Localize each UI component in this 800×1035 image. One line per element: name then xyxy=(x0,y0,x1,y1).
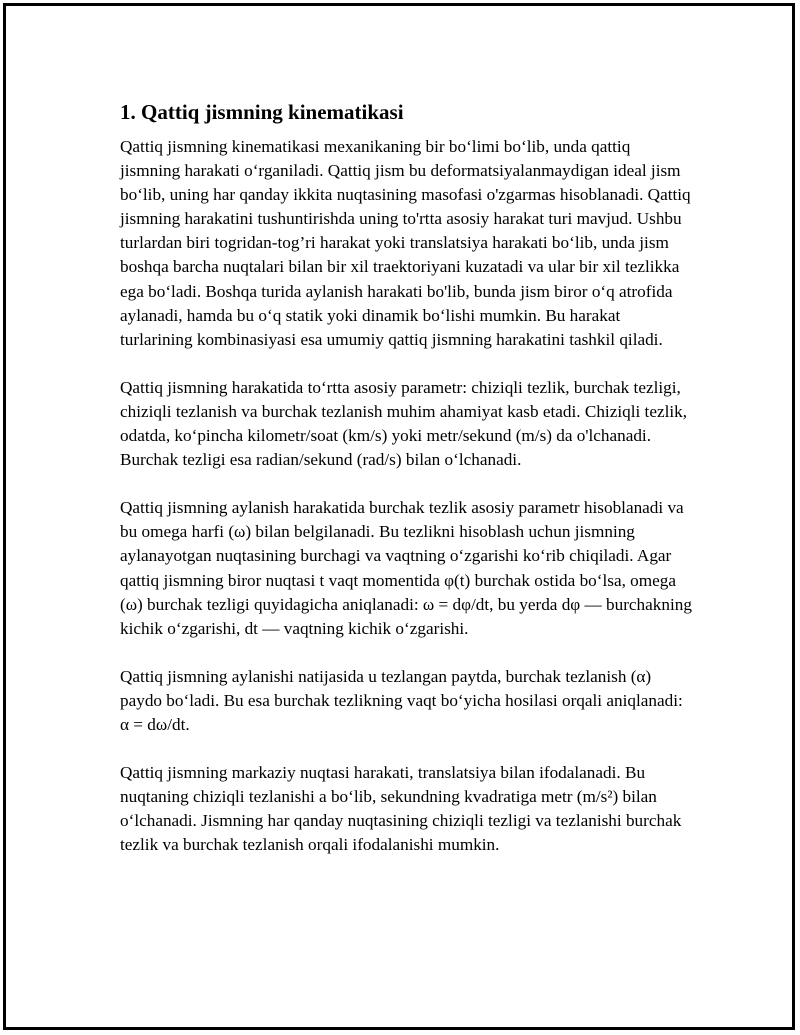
page-frame xyxy=(3,3,795,1030)
paragraph-4: Qattiq jismning aylanishi natijasida u tezlangan paytda, burchak tezlanish (α) paydo bo‘ladi. Bu esa burchak tezlikning vaqt bo‘yicha hosilasi orqali aniqlanadi: α = dω/dt. xyxy=(120,666,683,734)
section-title: 1. Qattiq jismning kinematikasi xyxy=(120,100,404,124)
document-body xyxy=(120,99,692,857)
paragraph-1: Qattiq jismning kinematikasi mexanikaning bir bo‘limi bo‘lib, unda qattiq jismning harakati o‘rganiladi. Qattiq jism bu deformatsiyalanmaydigan ideal jism bo‘lib, uning har qanday ikkita nuqtasining masofasi o'zgarmas hisoblanadi. Qattiq jismning harakatini tushuntirishda uning to'rtta asosiy harakat turi mavjud. Ushbu turlardan biri togridan-tog’ri harakat yoki translatsiya harakati bo‘lib, unda jism boshqa barcha nuqtalari bilan bir xil traektoriyani kuzatadi va ular bir xil tezlikka ega bo‘ladi. Boshqa turida aylanish harakati bo'lib, bunda jism biror o‘q atrofida aylanadi, hamda bu o‘q statik yoki dinamik bo‘lishi mumkin. Bu harakat turlarining kombinasiyasi esa umumiy qattiq jismning harakatini tashkil qiladi. xyxy=(120,137,691,349)
paragraph-5: Qattiq jismning markaziy nuqtasi harakati, translatsiya bilan ifodalanadi. Bu nuqtaning chiziqli tezlanishi a bo‘lib, sekundning kvadratiga metr (m/s²) bilan o‘lchanadi. Jismning har qanday nuqtasining chiziqli tezligi va tezlanishi burchak tezlik va burchak tezlanish orqali ifodalanishi mumkin. xyxy=(120,763,682,855)
paragraph-2: Qattiq jismning harakatida to‘rtta asosiy parametr: chiziqli tezlik, burchak tezligi, chiziqli tezlanish va burchak tezlanish muhim ahamiyat kasb etadi. Chiziqli tezlik, odatda, ko‘pincha kilometr/soat (km/s) yoki metr/sekund (m/s) da o'lchanadi. Burchak tezligi esa radian/sekund (rad/s) bilan o‘lchanadi. xyxy=(120,377,688,470)
paragraph-3: Qattiq jismning aylanish harakatida burchak tezlik asosiy parametr hisoblanadi va bu omega harfi (ω) bilan belgilanadi. Bu tezlikni hisoblash uchun jismning aylanayotgan nuqtasining burchagi va vaqtning o‘zgarishi ko‘rib chiqiladi. Agar qattiq jismning biror nuqtasi t vaqt momentida φ(t) burchak ostida bo‘lsa, omega (ω) burchak tezligi quyidagicha aniqlanadi: ω = dφ/dt, bu yerda dφ — burchakning kichik o‘zgarishi, dt — vaqtning kichik o‘zgarishi. xyxy=(120,498,692,638)
